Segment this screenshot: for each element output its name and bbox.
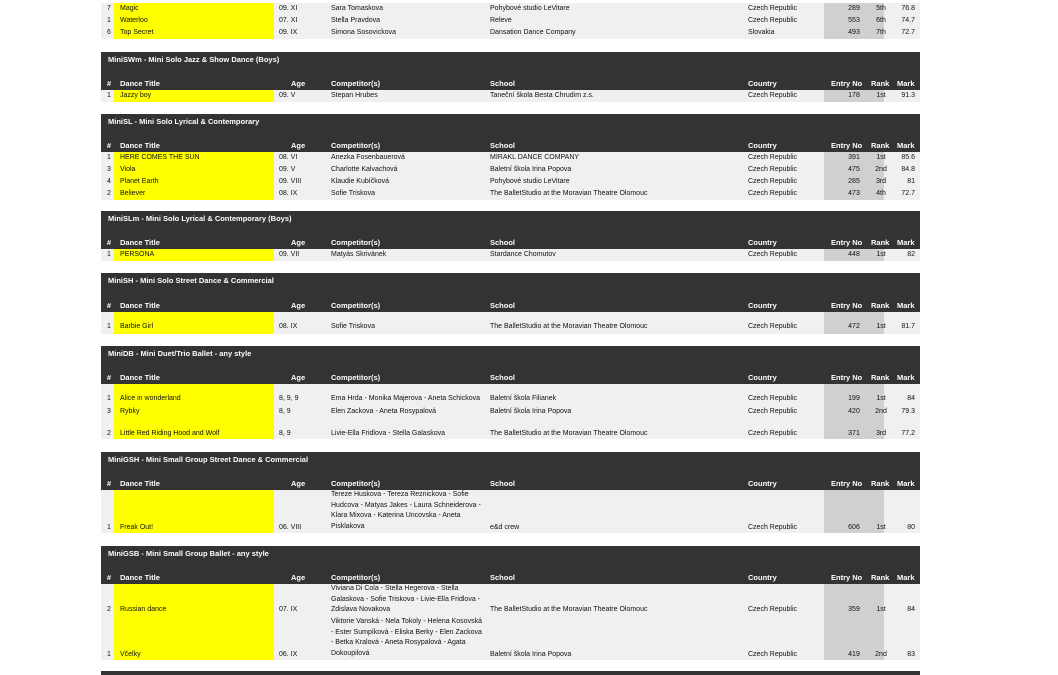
competitor: Livie-Ella Fridlova - Stella Galaskova bbox=[331, 430, 445, 437]
school: MIRAKL DANCE COMPANY bbox=[490, 154, 580, 161]
col-competitor: Competitor(s) bbox=[331, 373, 381, 382]
table-row bbox=[101, 27, 920, 39]
col-school: School bbox=[490, 301, 516, 310]
col-rank: Rank bbox=[871, 79, 890, 88]
col-mark: Mark bbox=[897, 141, 915, 150]
row-number: 1 bbox=[107, 524, 111, 531]
table-row bbox=[101, 164, 920, 176]
competitor: Matyás Skrivánek bbox=[331, 251, 387, 258]
section-title: MiniDB - Mini Duet/Trio Ballet - any style bbox=[108, 349, 252, 358]
table-row bbox=[101, 406, 920, 417]
country: Czech Republic bbox=[748, 323, 798, 330]
row-number: 3 bbox=[107, 408, 111, 415]
country: Czech Republic bbox=[748, 651, 798, 658]
col-school: School bbox=[490, 79, 516, 88]
mark: 77.2 bbox=[901, 430, 915, 437]
rank: 1st bbox=[876, 251, 886, 258]
col-country: Country bbox=[748, 373, 777, 382]
entry-no: 289 bbox=[824, 3, 884, 15]
table-row bbox=[101, 490, 920, 533]
age: 09. VIII bbox=[279, 178, 302, 185]
mark: 76.8 bbox=[901, 5, 915, 12]
row-number: 3 bbox=[107, 166, 111, 173]
rank: 5th bbox=[876, 5, 886, 12]
mark: 79.3 bbox=[901, 408, 915, 415]
col-title: Dance Title bbox=[120, 238, 160, 247]
row-number: 2 bbox=[107, 190, 111, 197]
col-rank: Rank bbox=[871, 573, 890, 582]
entry-no: 419 bbox=[824, 617, 884, 660]
table-row bbox=[101, 617, 920, 660]
col-competitor: Competitor(s) bbox=[331, 479, 381, 488]
col-mark: Mark bbox=[897, 238, 915, 247]
col-rank: Rank bbox=[871, 479, 890, 488]
rank: 7th bbox=[876, 29, 886, 36]
competitor: Anezka Fosenbauerová bbox=[331, 154, 405, 161]
section-header bbox=[101, 211, 920, 249]
entry-no: 391 bbox=[824, 152, 884, 164]
entry-no: 285 bbox=[824, 176, 884, 188]
country: Czech Republic bbox=[748, 178, 798, 185]
school: Taneční škola Besta Chrudim z.s. bbox=[490, 92, 594, 99]
row-number: 4 bbox=[107, 178, 111, 185]
school: Releve bbox=[490, 17, 512, 24]
column-header-row bbox=[101, 478, 920, 490]
dance-title: Russian dance bbox=[114, 584, 274, 617]
mark: 81 bbox=[907, 178, 915, 185]
col-num: # bbox=[106, 373, 112, 382]
table-row bbox=[101, 152, 920, 164]
rank: 2nd bbox=[875, 166, 887, 173]
competitor: Viktorie Vanská - Nela Tokoly - Helena Kosovská - Ester Sumpíková - Eliska Berky - Elen Zackova - Betka Kralová - Aneta Rosypalová - Agata Dokoupilová bbox=[331, 618, 482, 657]
col-rank: Rank bbox=[871, 238, 890, 247]
school: Pohybové studio LeVitare bbox=[490, 5, 570, 12]
mark: 83 bbox=[907, 651, 915, 658]
entry-no: 178 bbox=[824, 90, 884, 102]
table-row bbox=[101, 176, 920, 188]
col-entry: Entry No bbox=[831, 238, 863, 247]
column-header-row bbox=[101, 372, 920, 384]
col-age: Age bbox=[291, 479, 306, 488]
table-row bbox=[101, 417, 920, 439]
table-row bbox=[101, 249, 920, 261]
rank: 6th bbox=[876, 17, 886, 24]
mark: 84 bbox=[907, 395, 915, 402]
col-mark: Mark bbox=[897, 301, 915, 310]
rank: 2nd bbox=[875, 408, 887, 415]
entry-no: 371 bbox=[824, 417, 884, 439]
school: e&d crew bbox=[490, 524, 520, 531]
col-entry: Entry No bbox=[831, 573, 863, 582]
mark: 85.6 bbox=[901, 154, 915, 161]
dance-title: Magic bbox=[114, 3, 274, 15]
next-section-header-edge bbox=[101, 671, 920, 675]
country: Czech Republic bbox=[748, 408, 798, 415]
mark: 84.8 bbox=[901, 166, 915, 173]
section-header bbox=[101, 452, 920, 490]
col-num: # bbox=[106, 79, 112, 88]
school: Baletní škola Filianek bbox=[490, 395, 557, 402]
section-title: MiniSWm - Mini Solo Jazz & Show Dance (Boys) bbox=[108, 55, 280, 64]
col-age: Age bbox=[291, 573, 306, 582]
competitor: Simona Sosovickova bbox=[331, 29, 396, 36]
dance-title: Freak Out! bbox=[114, 490, 274, 533]
age: 09. V bbox=[279, 166, 296, 173]
country: Czech Republic bbox=[748, 606, 798, 613]
age: 08. IX bbox=[279, 323, 298, 330]
col-age: Age bbox=[291, 238, 306, 247]
table-row bbox=[101, 3, 920, 15]
entry-no: 553 bbox=[824, 15, 884, 27]
dance-title: PERSONA bbox=[114, 249, 274, 261]
competitor: Sara Tomaskova bbox=[331, 5, 384, 12]
age: 09. VII bbox=[279, 251, 300, 258]
col-title: Dance Title bbox=[120, 301, 160, 310]
row-number: 1 bbox=[107, 323, 111, 330]
col-age: Age bbox=[291, 79, 306, 88]
entry-no: 448 bbox=[824, 249, 884, 261]
age: 07. XI bbox=[279, 17, 298, 24]
entry-no: 493 bbox=[824, 27, 884, 39]
section-title: MiniGSB - Mini Small Group Ballet - any style bbox=[108, 549, 269, 558]
col-rank: Rank bbox=[871, 141, 890, 150]
country: Czech Republic bbox=[748, 430, 798, 437]
col-country: Country bbox=[748, 141, 777, 150]
school: The BalletStudio at the Moravian Theatre Olomouc bbox=[490, 606, 648, 613]
dance-title: Alice in wonderland bbox=[114, 384, 274, 406]
section-header bbox=[101, 346, 920, 384]
col-school: School bbox=[490, 479, 516, 488]
col-mark: Mark bbox=[897, 573, 915, 582]
dance-title: Believer bbox=[114, 188, 274, 200]
row-number: 6 bbox=[107, 29, 111, 36]
dance-title: Jazzy boy bbox=[114, 90, 274, 102]
row-number: 1 bbox=[107, 92, 111, 99]
col-title: Dance Title bbox=[120, 141, 160, 150]
age: 08. IX bbox=[279, 190, 298, 197]
age: 08. VI bbox=[279, 154, 298, 161]
age: 8, 9, 9 bbox=[279, 395, 299, 402]
col-rank: Rank bbox=[871, 373, 890, 382]
dance-title: Včelky bbox=[114, 617, 274, 660]
col-entry: Entry No bbox=[831, 79, 863, 88]
col-country: Country bbox=[748, 479, 777, 488]
rank: 1st bbox=[876, 606, 886, 613]
col-competitor: Competitor(s) bbox=[331, 141, 381, 150]
entry-no: 606 bbox=[824, 490, 884, 533]
mark: 84 bbox=[907, 606, 915, 613]
row-number: 1 bbox=[107, 17, 111, 24]
rank: 1st bbox=[876, 395, 886, 402]
col-age: Age bbox=[291, 301, 306, 310]
section-title: MiniSH - Mini Solo Street Dance & Commercial bbox=[108, 276, 274, 285]
country: Czech Republic bbox=[748, 17, 798, 24]
dance-title: Rybky bbox=[114, 406, 274, 417]
section-header bbox=[101, 114, 920, 152]
school: Baletní škola Irina Popova bbox=[490, 651, 572, 658]
rank: 3rd bbox=[875, 430, 887, 437]
row-number: 1 bbox=[107, 251, 111, 258]
competitor: Stepan Hrubes bbox=[331, 92, 378, 99]
mark: 74.7 bbox=[901, 17, 915, 24]
mark: 80 bbox=[907, 524, 915, 531]
dance-title: Planet Earth bbox=[114, 176, 274, 188]
col-country: Country bbox=[748, 573, 777, 582]
rank: 1st bbox=[876, 524, 886, 531]
dance-title: Waterloo bbox=[114, 15, 274, 27]
col-competitor: Competitor(s) bbox=[331, 238, 381, 247]
country: Czech Republic bbox=[748, 524, 798, 531]
rank: 1st bbox=[876, 92, 886, 99]
dance-title: Little Red Riding Hood and Wolf bbox=[114, 417, 274, 439]
table-row bbox=[101, 584, 920, 617]
col-school: School bbox=[490, 373, 516, 382]
school: Baletní škola Irina Popova bbox=[490, 408, 572, 415]
col-school: School bbox=[490, 573, 516, 582]
country: Czech Republic bbox=[748, 251, 798, 258]
age: 07. IX bbox=[279, 606, 298, 613]
country: Slovakia bbox=[748, 29, 775, 36]
mark: 82 bbox=[907, 251, 915, 258]
col-title: Dance Title bbox=[120, 479, 160, 488]
section-title: MiniSLm - Mini Solo Lyrical & Contemporary (Boys) bbox=[108, 214, 292, 223]
mark: 91.3 bbox=[901, 92, 915, 99]
dance-title: HERE COMES THE SUN bbox=[114, 152, 274, 164]
row-number: 1 bbox=[107, 154, 111, 161]
col-entry: Entry No bbox=[831, 479, 863, 488]
col-rank: Rank bbox=[871, 301, 890, 310]
column-header-row bbox=[101, 572, 920, 584]
section-header bbox=[101, 273, 920, 312]
column-header-row bbox=[101, 237, 920, 249]
school: The BalletStudio at the Moravian Theatre Olomouc bbox=[490, 323, 648, 330]
row-number: 2 bbox=[107, 430, 111, 437]
competitor: Stella Pravdova bbox=[331, 17, 381, 24]
mark: 72.7 bbox=[901, 29, 915, 36]
row-number: 1 bbox=[107, 395, 111, 402]
competitor: Viviana Di Cola - Stella Hegerova - Stella Galaskova - Sofie Triskova - Livie-Ella Fridlova - Zdislava Novakova bbox=[331, 585, 480, 613]
competitor: Sofie Triskova bbox=[331, 190, 375, 197]
dance-title: Barbie Girl bbox=[114, 312, 274, 334]
col-entry: Entry No bbox=[831, 141, 863, 150]
col-mark: Mark bbox=[897, 479, 915, 488]
age: 06. VIII bbox=[279, 524, 302, 531]
entry-no: 473 bbox=[824, 188, 884, 200]
age: 09. XI bbox=[279, 5, 298, 12]
table-row bbox=[101, 384, 920, 406]
col-title: Dance Title bbox=[120, 79, 160, 88]
country: Czech Republic bbox=[748, 166, 798, 173]
row-number: 1 bbox=[107, 651, 111, 658]
col-competitor: Competitor(s) bbox=[331, 79, 381, 88]
col-mark: Mark bbox=[897, 79, 915, 88]
col-title: Dance Title bbox=[120, 573, 160, 582]
col-country: Country bbox=[748, 79, 777, 88]
col-competitor: Competitor(s) bbox=[331, 573, 381, 582]
col-num: # bbox=[106, 573, 112, 582]
col-competitor: Competitor(s) bbox=[331, 301, 381, 310]
col-entry: Entry No bbox=[831, 373, 863, 382]
competitor: Klaudie Kubíčková bbox=[331, 178, 389, 185]
section-header bbox=[101, 52, 920, 90]
country: Czech Republic bbox=[748, 190, 798, 197]
col-num: # bbox=[106, 238, 112, 247]
table-row bbox=[101, 90, 920, 102]
table-row bbox=[101, 15, 920, 27]
competitor: Tereze Huskova - Tereza Reznickova - Sofie Hudcova - Matyas Jakes - Laura Schneiderova - Klara Mixova - Katerina Uncovska - Aneta Pisklakova bbox=[331, 491, 481, 530]
section-title: MiniGSH - Mini Small Group Street Dance & Commercial bbox=[108, 455, 309, 464]
age: 09. IX bbox=[279, 29, 298, 36]
entry-no: 359 bbox=[824, 584, 884, 617]
dance-title: Viola bbox=[114, 164, 274, 176]
table-row bbox=[101, 188, 920, 200]
rank: 3rd bbox=[875, 178, 887, 185]
country: Czech Republic bbox=[748, 395, 798, 402]
section-header bbox=[101, 546, 920, 584]
school: Dansation Dance Company bbox=[490, 29, 576, 36]
col-school: School bbox=[490, 238, 516, 247]
col-num: # bbox=[106, 301, 112, 310]
row-number: 2 bbox=[107, 606, 111, 613]
col-title: Dance Title bbox=[120, 373, 160, 382]
col-num: # bbox=[106, 141, 112, 150]
age: 8, 9 bbox=[279, 430, 291, 437]
col-country: Country bbox=[748, 301, 777, 310]
country: Czech Republic bbox=[748, 154, 798, 161]
col-entry: Entry No bbox=[831, 301, 863, 310]
col-num: # bbox=[106, 479, 112, 488]
competitor: Elen Zackova - Aneta Rosypalová bbox=[331, 408, 437, 415]
rank: 2nd bbox=[875, 651, 887, 658]
mark: 81.7 bbox=[901, 323, 915, 330]
rank: 1st bbox=[876, 323, 886, 330]
competitor: Ema Hrda - Monika Majerova - Aneta Schickova bbox=[331, 395, 481, 402]
dance-title: Top Secret bbox=[114, 27, 274, 39]
col-mark: Mark bbox=[897, 373, 915, 382]
col-country: Country bbox=[748, 238, 777, 247]
column-header-row bbox=[101, 300, 920, 312]
school: Baletní škola Irina Popova bbox=[490, 166, 572, 173]
section-title: MiniSL - Mini Solo Lyrical & Contemporary bbox=[108, 117, 260, 126]
table-row bbox=[101, 312, 920, 334]
school: The BalletStudio at the Moravian Theatre Olomouc bbox=[490, 430, 648, 437]
rank: 4th bbox=[876, 190, 886, 197]
entry-no: 420 bbox=[824, 406, 884, 417]
col-school: School bbox=[490, 141, 516, 150]
country: Czech Republic bbox=[748, 92, 798, 99]
entry-no: 475 bbox=[824, 164, 884, 176]
school: Pohybové studio LeVitare bbox=[490, 178, 570, 185]
entry-no: 472 bbox=[824, 312, 884, 334]
school: Stardance Chomutov bbox=[490, 251, 556, 258]
entry-no: 199 bbox=[824, 384, 884, 406]
age: 8, 9 bbox=[279, 408, 291, 415]
col-age: Age bbox=[291, 373, 306, 382]
country: Czech Republic bbox=[748, 5, 798, 12]
row-number: 7 bbox=[107, 5, 111, 12]
col-age: Age bbox=[291, 141, 306, 150]
rank: 1st bbox=[876, 154, 886, 161]
age: 09. V bbox=[279, 92, 296, 99]
column-header-row bbox=[101, 78, 920, 90]
competitor: Sofie Triskova bbox=[331, 323, 375, 330]
column-header-row bbox=[101, 140, 920, 152]
competitor: Charlotte Kalvachová bbox=[331, 166, 398, 173]
mark: 72.7 bbox=[901, 190, 915, 197]
age: 06. IX bbox=[279, 651, 298, 658]
school: The BalletStudio at the Moravian Theatre Olomouc bbox=[490, 190, 648, 197]
